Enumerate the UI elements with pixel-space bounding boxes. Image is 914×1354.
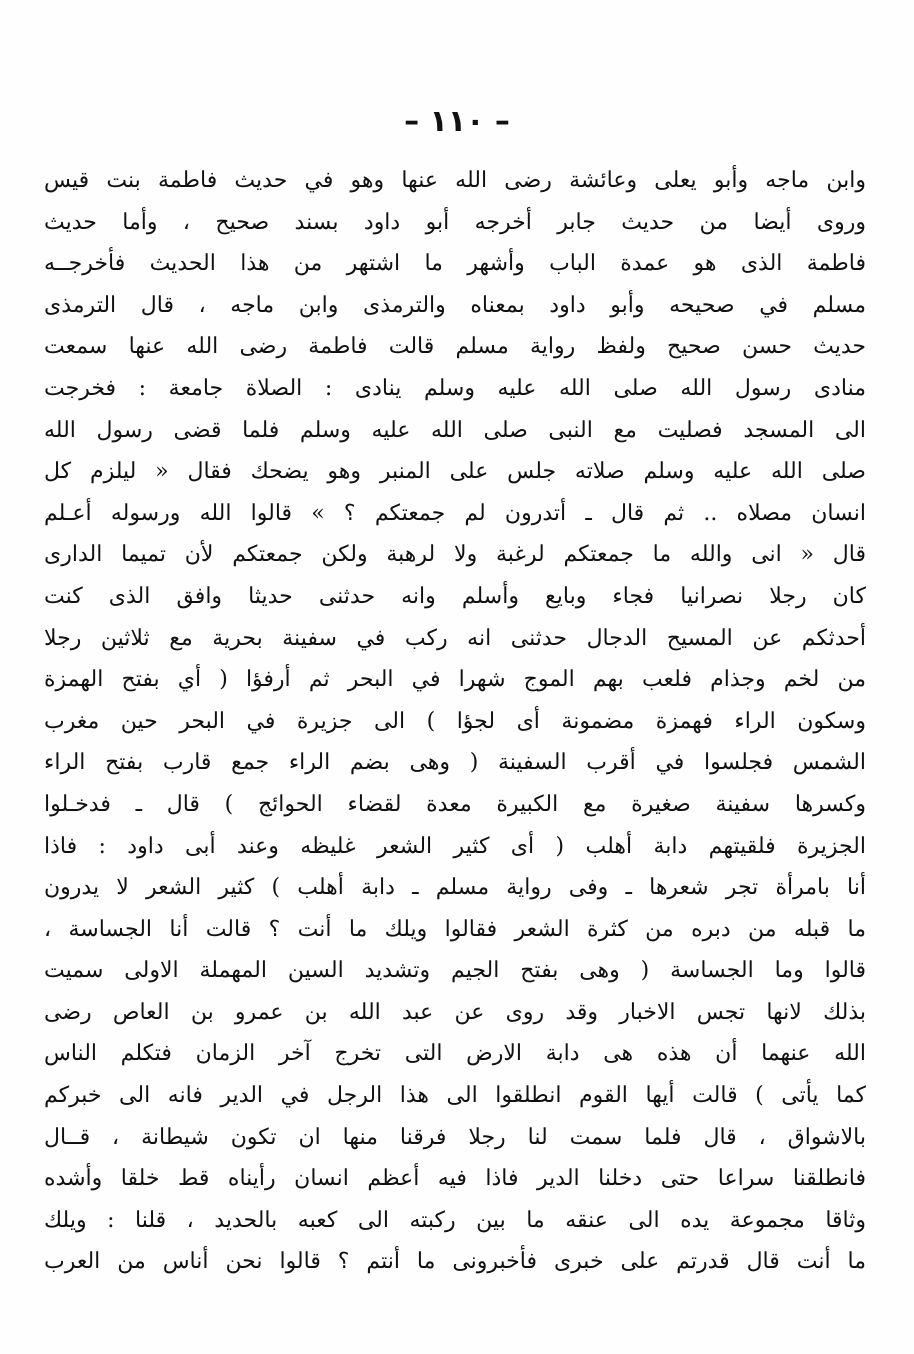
text-line: أنا بامرأة تجر شعرها ـ وفى رواية مسلم ـ دابة أهلب ) كثير الشعر لا يدرون [44, 875, 866, 901]
text-line: صلى الله عليه وسلم صلاته جلس على المنبر وهو يضحك فقال « ليلزم كل [44, 459, 866, 485]
text-line: الجزيرة فلقيتهم دابة أهلب ( أى كثير الشعر غليظه وعند أبى داود : فاذا [44, 833, 866, 859]
text-line: حديث حسن صحيح ولفظ رواية مسلم قالت فاطمة رضى الله عنها سمعت [44, 334, 866, 360]
text-line: الله عنهما أن هذه هى دابة الارض التى تخرج آخر الزمان فتكلم الناس [44, 1041, 866, 1067]
text-line: وثاقا مجموعة يده الى عنقه ما بين ركبته الى كعبه بالحديد ، قلنا : ويلك [44, 1207, 866, 1233]
text-line: قال « انى والله ما جمعتكم لرغبة ولا لرهبة ولكن جمعتكم لأن تميما الدارى [44, 542, 866, 568]
text-line: بالاشواق ، قال فلما سمت لنا رجلا فرقنا منها ان تكون شيطانة ، قــال [44, 1124, 866, 1150]
text-line: ما أنت قال قدرتم على خبرى فأخبرونى ما أنتم ؟ قالوا نحن أناس من العرب [44, 1249, 866, 1275]
text-line: منادى رسول الله صلى الله عليه وسلم ينادى : الصلاة جامعة : فخرجت [44, 375, 866, 401]
text-line: وروى أيضا من حديث جابر أخرجه أبو داود بسند صحيح ، وأما حديث [44, 209, 866, 235]
text-line: أحدثكم عن المسيح الدجال حدثنى انه ركب في سفينة بحرية مع ثلاثين رجلا [44, 625, 866, 651]
text-line: فاطمة الذى هو عمدة الباب وأشهر ما اشتهر من هذا الحديث فأخرجــه [44, 251, 866, 277]
text-line: فانطلقنا سراعا حتى دخلنا الدير فاذا فيه أعظم انسان رأيناه قط خلقا وأشده [44, 1166, 866, 1192]
text-line: قالوا وما الجساسة ( وهى بفتح الجيم وتشديد السين المهملة الاولى سميت [44, 958, 866, 984]
text-line: وابن ماجه وأبو يعلى وعائشة رضى الله عنها وهو في حديث فاطمة بنت قيس [44, 168, 866, 193]
page-number: – ١١٠ – [404, 104, 510, 139]
text-line: وكسرها سفينة صغيرة مع الكبيرة معدة لقضاء الحوائج ) قال ـ فدخـلوا [44, 791, 866, 817]
text-line: وسكون الراء فهمزة مضمونة أى لجؤا ) الى جزيرة في البحر حين مغرب [44, 708, 866, 734]
body-text [44, 160, 866, 1283]
text-line: انسان مصلاه .. ثم قال ـ أتدرون لم جمعتكم ؟ » قالوا الله ورسوله أعـلم [44, 500, 866, 526]
text-line: بذلك لانها تجس الاخبار وقد روى عن عبد الله بن عمرو بن العاص رضى [44, 999, 866, 1025]
text-line: من لخم وجذام فلعب بهم الموج شهرا في البحر ثم أرفؤا ( أي بفتح الهمزة [44, 667, 866, 693]
text-line: كما يأتى ) قالت أيها القوم انطلقوا الى هذا الرجل في الدير فانه الى خبركم [44, 1083, 866, 1109]
text-line: الى المسجد فصليت مع النبى صلى الله عليه وسلم فلما قضى رسول الله [44, 417, 866, 443]
text-line: كان رجلا نصرانيا فجاء وبايع وأسلم وانه حدثنى حديثا وافق الذى كنت [44, 583, 866, 609]
text-line: ما قبله من دبره من كثرة الشعر فقالوا ويلك ما أنت ؟ قالت أنا الجساسة ، [44, 916, 866, 942]
text-line: مسلم في صحيحه وأبو داود بمعناه والترمذى وابن ماجه ، قال الترمذى [44, 292, 866, 318]
text-line: الشمس فجلسوا في أقرب السفينة ( وهى بضم الراء جمع قارب بفتح الراء [44, 750, 866, 776]
